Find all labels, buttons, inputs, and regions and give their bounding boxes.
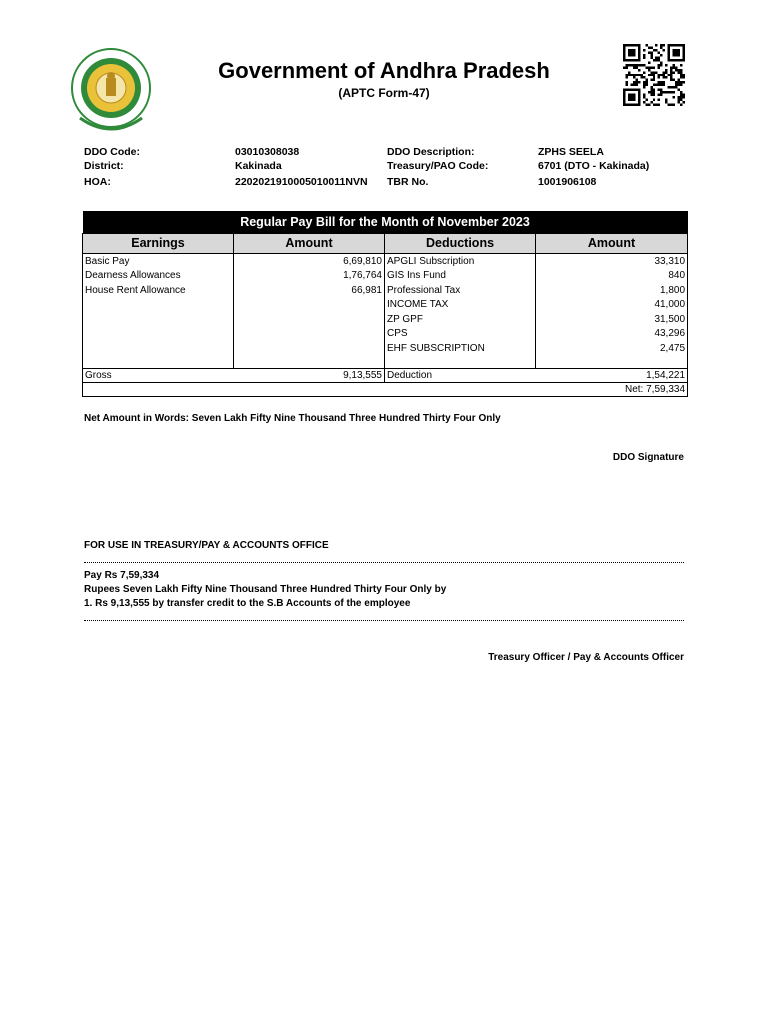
earnings-names (83, 253, 234, 368)
list-item: 1,800 (660, 284, 686, 296)
list-item: Professional Tax (387, 284, 461, 296)
page-title: Government of Andhra Pradesh (218, 58, 550, 83)
list-item: APGLI Subscription (387, 255, 475, 267)
list-item: 1,76,764 (343, 270, 382, 281)
qr-code-icon (622, 44, 686, 106)
treasury-code-value: 6701 (DTO - Kakinada) (538, 160, 650, 172)
list-item: CPS (387, 328, 408, 339)
deduction-amount: 1,54,221 (536, 368, 688, 382)
treasury-code-label: Treasury/PAO Code: (387, 160, 489, 172)
list-item: 840 (668, 270, 686, 281)
list-item: Dearness Allowances (85, 270, 181, 281)
net-amount: Net: 7,59,334 (83, 382, 688, 396)
treasury-heading: FOR USE IN TREASURY/PAY & ACCOUNTS OFFICE (84, 540, 329, 551)
deduction-amounts (536, 253, 688, 368)
deduction-label: Deduction (385, 368, 536, 382)
hoa-value: 2202021910005010011NVN (235, 176, 368, 188)
list-item: 41,000 (654, 299, 686, 310)
bill-heading: Regular Pay Bill for the Month of November 2023 (240, 214, 530, 229)
ddo-code-label: DDO Code: (84, 146, 140, 158)
ddo-description-label: DDO Description: (387, 146, 475, 158)
ddo-signature: DDO Signature (612, 452, 684, 463)
list-item: INCOME TAX (387, 299, 449, 310)
list-item: 43,296 (654, 328, 686, 339)
gross-amount: 9,13,555 (234, 368, 385, 382)
tbr-value: 1001906108 (538, 176, 597, 188)
list-item: 6,69,810 (343, 255, 382, 267)
form-subtitle: (APTC Form-47) (338, 86, 430, 100)
district-label: District: (84, 160, 124, 172)
list-item: 66,981 (351, 284, 382, 296)
list-item: GIS Ins Fund (387, 270, 446, 281)
col-deductions: Deductions (385, 233, 536, 253)
pay-amount-words: Rupees Seven Lakh Fifty Nine Thousand Three Hundred Thirty Four Only by (84, 584, 447, 595)
dotted-divider (84, 562, 684, 563)
col-earnings: Earnings (83, 233, 234, 253)
tbr-label: TBR No. (387, 176, 429, 188)
dotted-divider (84, 620, 684, 621)
ddo-code-value: 03010308038 (235, 146, 300, 158)
list-item: 33,310 (654, 255, 686, 267)
list-item: ZP GPF (387, 313, 423, 325)
col-amount-deductions: Amount (536, 233, 688, 253)
hoa-label: HOA: (84, 176, 111, 188)
district-value: Kakinada (235, 160, 282, 172)
pay-bill-table (82, 211, 688, 397)
list-item: 2,475 (660, 342, 686, 354)
deduction-names (385, 253, 536, 368)
earnings-amounts (234, 253, 385, 368)
transfer-credit-note: 1. Rs 9,13,555 by transfer credit to the S.B Accounts of the employee (84, 598, 411, 609)
list-item: 31,500 (654, 313, 686, 325)
col-amount-earnings: Amount (234, 233, 385, 253)
gross-label: Gross (83, 368, 234, 382)
treasury-officer-signature: Treasury Officer / Pay & Accounts Officer (488, 652, 684, 663)
list-item: EHF SUBSCRIPTION (387, 342, 485, 354)
list-item: Basic Pay (85, 255, 130, 267)
pay-amount: Pay Rs 7,59,334 (84, 570, 160, 581)
list-item: House Rent Allowance (85, 284, 186, 296)
net-amount-in-words: Net Amount in Words: Seven Lakh Fifty Nine Thousand Three Hundred Thirty Four Only (84, 413, 501, 424)
ddo-description-value: ZPHS SEELA (538, 146, 604, 158)
